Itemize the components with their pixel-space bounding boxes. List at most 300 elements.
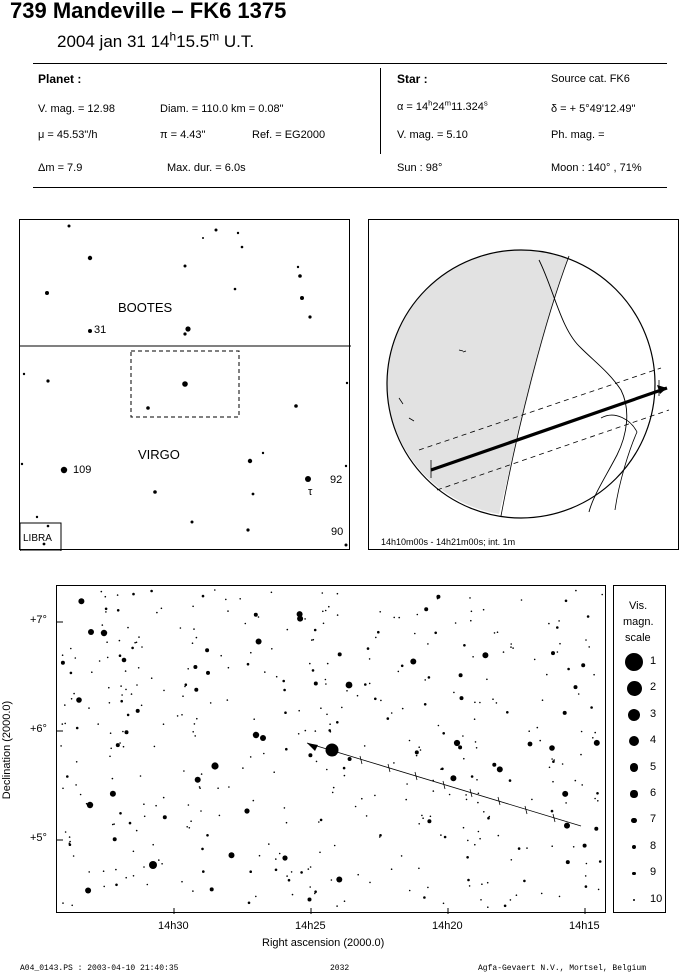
- field-star: [150, 590, 153, 593]
- legend-label-2: 2: [650, 681, 657, 694]
- field-star: [418, 746, 420, 748]
- planet-reference: Ref. = EG2000: [252, 129, 326, 141]
- field-star: [193, 628, 195, 630]
- field-star: [314, 682, 318, 686]
- field-star: [132, 593, 135, 596]
- field-star: [463, 758, 465, 760]
- detail-chart: [56, 585, 606, 913]
- planet-parallax: π = 4.43": [160, 129, 206, 141]
- field-star: [196, 637, 198, 639]
- field-star: [333, 787, 335, 789]
- field-star: [308, 753, 312, 757]
- xtick-1420: 14h20: [432, 920, 463, 932]
- bright-star: [253, 732, 259, 738]
- field-star: [62, 788, 64, 790]
- field-star: [105, 611, 107, 613]
- field-star: [494, 632, 496, 634]
- field-star: [504, 905, 507, 908]
- field-star: [487, 817, 490, 820]
- field-star: [357, 695, 359, 697]
- finder-stars: [20, 220, 351, 551]
- bright-star: [549, 745, 555, 751]
- field-star: [478, 831, 480, 833]
- field-star: [309, 886, 311, 888]
- field-star: [337, 614, 339, 616]
- footer-credit: Agfa-Gevaert N.V., Mortsel, Belgium: [478, 964, 647, 973]
- field-star: [136, 830, 138, 832]
- field-star: [71, 698, 73, 700]
- field-star: [510, 899, 512, 901]
- field-star: [97, 723, 99, 725]
- field-star: [465, 794, 467, 796]
- field-star: [127, 714, 130, 717]
- field-star: [402, 708, 404, 710]
- field-star: [99, 660, 101, 662]
- field-star: [534, 659, 536, 661]
- legend-label-1: 1: [650, 655, 657, 667]
- field-star: [581, 784, 583, 786]
- field-star: [463, 644, 466, 647]
- field-star: [136, 709, 140, 713]
- field-star: [409, 740, 411, 742]
- field-star: [133, 851, 135, 853]
- field-star: [131, 693, 133, 695]
- legend-dot-2: [627, 681, 642, 696]
- bright-star: [149, 861, 157, 869]
- legend-dot-10: [633, 899, 635, 901]
- field-star: [201, 848, 204, 851]
- field-star: [287, 629, 289, 631]
- field-star: [427, 819, 431, 823]
- field-star: [416, 755, 418, 757]
- field-star: [537, 727, 539, 729]
- field-star: [133, 875, 135, 877]
- field-star: [136, 684, 138, 686]
- field-star: [483, 609, 485, 611]
- field-star: [427, 887, 429, 889]
- asteroid-track-arrow: [307, 743, 318, 751]
- field-star: [275, 869, 278, 872]
- field-star: [78, 598, 84, 604]
- field-star: [558, 620, 560, 622]
- field-star: [161, 863, 163, 865]
- field-star: [596, 792, 599, 795]
- field-star: [497, 631, 499, 633]
- field-star: [76, 727, 79, 730]
- field-star: [194, 723, 196, 725]
- field-star: [320, 707, 322, 709]
- field-star: [434, 632, 437, 635]
- field-star: [377, 631, 380, 634]
- field-star: [438, 725, 440, 727]
- field-star: [486, 679, 488, 681]
- field-star: [466, 856, 469, 859]
- field-star: [282, 680, 285, 683]
- field-star: [357, 874, 359, 876]
- field-star: [405, 799, 407, 801]
- field-star: [319, 852, 321, 854]
- field-star: [288, 879, 291, 882]
- star-heading: Star :: [397, 72, 428, 86]
- field-star: [496, 702, 498, 704]
- globe-svg: [369, 220, 680, 551]
- field-star: [509, 779, 512, 782]
- field-star: [127, 627, 129, 629]
- bright-star: [346, 682, 353, 689]
- star-dec: δ = + 5°49'12.49": [551, 103, 636, 115]
- legend-label-3: 3: [650, 707, 657, 720]
- field-star: [326, 769, 328, 771]
- field-star: [147, 884, 149, 886]
- bright-star: [76, 697, 82, 703]
- field-star: [562, 763, 564, 765]
- field-star: [474, 702, 476, 704]
- star-label-tau: τ: [308, 486, 313, 498]
- field-star: [476, 747, 478, 749]
- field-star: [122, 731, 124, 733]
- field-star: [470, 620, 472, 622]
- field-star: [119, 654, 122, 657]
- field-star: [516, 894, 518, 896]
- field-star: [69, 836, 71, 838]
- field-star: [414, 633, 416, 635]
- field-star: [138, 667, 140, 669]
- field-star: [428, 676, 431, 679]
- field-star: [161, 608, 163, 610]
- legend-dot-4: [629, 736, 640, 747]
- field-star: [355, 806, 357, 808]
- planet-motion: μ = 45.53"/h: [38, 129, 98, 141]
- field-star: [75, 784, 77, 786]
- field-star: [199, 787, 201, 789]
- field-star: [239, 598, 241, 600]
- field-star: [341, 707, 343, 709]
- field-star: [566, 860, 570, 864]
- field-star: [369, 658, 371, 660]
- field-star: [117, 594, 119, 596]
- field-star: [551, 758, 553, 760]
- field-star: [80, 794, 82, 796]
- field-star: [71, 905, 73, 907]
- legend-title-3: scale: [625, 632, 651, 644]
- field-star: [192, 890, 194, 892]
- field-star: [480, 899, 482, 901]
- field-star: [192, 642, 194, 644]
- field-star: [427, 643, 429, 645]
- field-star: [201, 773, 203, 775]
- field-star: [66, 775, 69, 778]
- field-star: [539, 740, 541, 742]
- field-star: [60, 745, 62, 747]
- field-star: [312, 669, 315, 672]
- libra-label: LIBRA: [23, 533, 52, 544]
- field-star: [202, 595, 205, 598]
- field-star: [284, 807, 286, 809]
- field-star: [329, 723, 331, 725]
- field-star: [283, 689, 286, 692]
- field-star: [393, 762, 395, 764]
- field-star: [581, 731, 583, 733]
- field-star: [332, 792, 334, 794]
- field-star: [314, 629, 317, 632]
- field-star: [423, 896, 426, 899]
- target-star: [326, 744, 339, 757]
- field-star: [273, 771, 275, 773]
- field-star: [338, 652, 342, 656]
- field-star: [75, 657, 77, 659]
- x-axis-label: Right ascension (2000.0): [262, 937, 385, 949]
- star-source: Source cat. FK6: [551, 73, 630, 85]
- event-datetime: 2004 jan 31 14$^h$15.5$^m$ U.T.: [57, 29, 255, 51]
- field-star: [152, 844, 154, 846]
- field-star: [110, 748, 112, 750]
- field-star: [250, 652, 252, 654]
- field-star: [541, 893, 543, 895]
- field-star: [585, 885, 588, 888]
- field-star: [195, 777, 201, 783]
- field-star: [369, 882, 371, 884]
- bright-star: [101, 630, 107, 636]
- field-star: [512, 647, 514, 649]
- field-star: [88, 707, 90, 709]
- field-star: [109, 702, 111, 704]
- legend-dot-9: [632, 872, 635, 875]
- field-star: [424, 607, 428, 611]
- field-star: [125, 730, 129, 734]
- field-star: [70, 648, 72, 650]
- field-star: [225, 599, 227, 601]
- bright-star: [244, 808, 249, 813]
- field-star: [565, 600, 568, 603]
- field-star: [475, 741, 477, 743]
- field-star: [364, 683, 367, 686]
- field-star: [228, 667, 230, 669]
- field-star: [492, 698, 494, 700]
- field-star: [563, 711, 567, 715]
- field-star: [268, 843, 270, 845]
- field-star: [455, 622, 457, 624]
- field-star: [196, 718, 198, 720]
- field-star: [102, 624, 104, 626]
- field-star: [121, 694, 123, 696]
- field-star: [330, 731, 332, 733]
- field-star: [185, 683, 188, 686]
- field-star: [575, 780, 577, 782]
- star-label-92: 92: [330, 474, 343, 486]
- field-star: [61, 661, 65, 665]
- field-star: [415, 750, 419, 754]
- field-star: [585, 875, 587, 877]
- planet-vmag: V. mag. = 12.98: [38, 103, 115, 115]
- field-star: [374, 795, 376, 797]
- field-star: [548, 623, 550, 625]
- field-star: [309, 663, 311, 665]
- field-star: [518, 847, 521, 850]
- legend-label-9: 9: [650, 866, 657, 879]
- event-title: 739 Mandeville – FK6 1375: [10, 0, 287, 23]
- field-star: [564, 823, 570, 829]
- legend-label-7: 7: [650, 813, 657, 826]
- field-star: [443, 903, 445, 905]
- legend-label-6: 6: [650, 787, 657, 799]
- y-axis-label: Declination (2000.0): [1, 700, 13, 800]
- field-star: [592, 737, 594, 739]
- field-star: [559, 896, 561, 898]
- field-star: [125, 689, 127, 691]
- field-star: [313, 639, 315, 641]
- field-star: [101, 591, 103, 593]
- field-star: [511, 859, 513, 861]
- field-star: [510, 643, 512, 645]
- field-star: [180, 627, 182, 629]
- field-star: [62, 902, 64, 904]
- field-star: [418, 823, 420, 825]
- field-star: [567, 668, 570, 671]
- field-star: [323, 623, 325, 625]
- field-star: [379, 836, 381, 838]
- field-star: [109, 756, 111, 758]
- field-star: [336, 905, 338, 907]
- field-star: [479, 838, 481, 840]
- field-star: [599, 860, 602, 863]
- field-star: [62, 723, 64, 725]
- field-star: [254, 613, 258, 617]
- field-star: [297, 611, 303, 617]
- field-star: [337, 593, 339, 595]
- field-star: [88, 871, 90, 873]
- field-star: [449, 794, 451, 796]
- field-star: [594, 798, 596, 800]
- field-star: [310, 866, 312, 868]
- field-star: [177, 715, 179, 717]
- bright-star: [528, 742, 533, 747]
- axis-ticks: [57, 622, 585, 914]
- field-star: [552, 781, 554, 783]
- field-star: [105, 596, 107, 598]
- field-star: [279, 853, 281, 855]
- field-star: [163, 797, 165, 799]
- field-star: [134, 642, 136, 644]
- field-star: [119, 742, 121, 744]
- field-star: [113, 837, 117, 841]
- field-star: [503, 651, 505, 653]
- field-star: [103, 870, 105, 872]
- coastline-south: [601, 415, 637, 510]
- legend-label-4: 4: [650, 734, 657, 747]
- field-star: [401, 855, 403, 857]
- field-star: [328, 606, 330, 608]
- field-star: [62, 654, 64, 656]
- field-star: [574, 685, 578, 689]
- field-star: [418, 868, 420, 870]
- field-star: [103, 886, 105, 888]
- field-star: [471, 611, 473, 613]
- field-star: [156, 612, 158, 614]
- field-star: [344, 900, 346, 902]
- field-star: [110, 791, 116, 797]
- legend-dot-1: [625, 653, 643, 671]
- field-star: [417, 614, 419, 616]
- field-star: [214, 589, 216, 591]
- field-star: [336, 877, 342, 883]
- field-star: [143, 866, 145, 868]
- legend-dot-6: [630, 790, 637, 797]
- field-star: [469, 885, 471, 887]
- field-star: [193, 665, 197, 669]
- field-star: [163, 815, 167, 819]
- field-star: [430, 816, 432, 818]
- field-star: [498, 835, 500, 837]
- star-phmag: Ph. mag. =: [551, 129, 605, 141]
- field-star: [556, 626, 559, 629]
- field-star: [64, 704, 66, 706]
- field-star: [187, 668, 189, 670]
- field-star: [375, 637, 377, 639]
- track-ticks: [333, 748, 555, 822]
- field-star: [588, 646, 590, 648]
- field-star: [364, 745, 366, 747]
- field-star: [181, 714, 183, 716]
- field-star: [424, 679, 426, 681]
- field-star: [192, 606, 194, 608]
- moon-elongation: Moon : 140° , 71%: [551, 162, 642, 174]
- field-star: [194, 735, 196, 737]
- legend-dot-3: [628, 709, 641, 722]
- field-star: [129, 822, 132, 825]
- field-star: [112, 778, 114, 780]
- field-star: [219, 815, 221, 817]
- field-star: [263, 753, 265, 755]
- bright-star: [88, 629, 94, 635]
- field-star: [367, 647, 370, 650]
- header-bottom-rule: [33, 187, 667, 188]
- xtick-1425: 14h25: [295, 920, 326, 932]
- detail-svg: [57, 586, 607, 914]
- field-star: [467, 840, 469, 842]
- field-star: [119, 640, 121, 642]
- field-star: [590, 706, 593, 709]
- field-star: [192, 731, 194, 733]
- field-star: [326, 714, 328, 716]
- field-star: [597, 800, 599, 802]
- field-star: [551, 845, 553, 847]
- bright-star: [282, 855, 287, 860]
- field-star: [286, 822, 288, 824]
- field-star: [549, 767, 551, 769]
- field-star: [107, 657, 109, 659]
- ytick-6: +6°: [30, 723, 47, 735]
- field-star: [314, 890, 317, 893]
- field-star: [325, 610, 327, 612]
- field-star: [460, 696, 464, 700]
- field-star: [106, 641, 108, 643]
- field-star: [264, 671, 266, 673]
- field-star: [304, 618, 306, 620]
- field-star: [410, 659, 416, 665]
- field-star: [578, 693, 580, 695]
- field-star: [586, 863, 588, 865]
- field-star: [437, 598, 439, 600]
- field-star: [506, 711, 509, 714]
- star-label-109: 109: [73, 464, 92, 476]
- field-star: [242, 767, 244, 769]
- field-star: [112, 824, 114, 826]
- field-star: [474, 844, 476, 846]
- field-star: [477, 802, 479, 804]
- field-star: [120, 700, 123, 703]
- field-star: [528, 730, 530, 732]
- field-star: [228, 786, 230, 788]
